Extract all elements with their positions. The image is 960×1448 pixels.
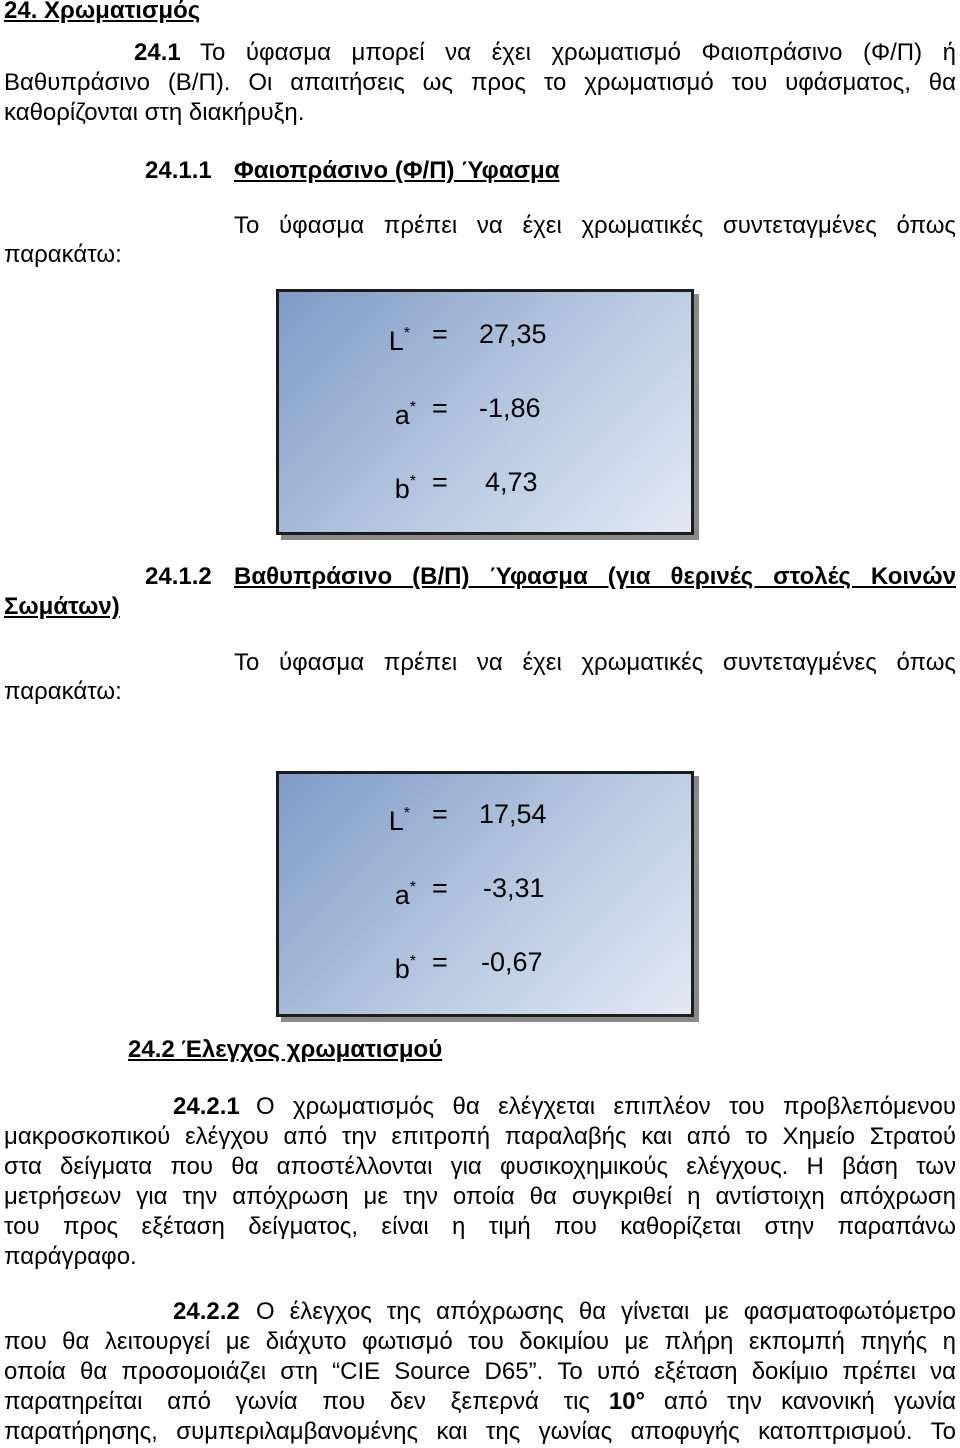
equals-sign: = xyxy=(432,319,448,349)
paragraph-line: μετρήσεων για την απόχρωση με την οποία θα συγκριθεί η αντίστοιχη απόχρωση xyxy=(4,1183,956,1210)
paragraph-text: Ο έλεγχος της απόχρωσης θα γίνεται με φασματοφωτόμετρο xyxy=(256,1298,956,1325)
paragraph-line: παρατήρησης, συμπεριλαμβανομένης και της γωνίας αποφυγής κατοπτρισμού. Το xyxy=(4,1418,956,1445)
paragraph-line: παρακάτω: xyxy=(4,678,122,705)
coordinate-label: L xyxy=(388,326,404,356)
paragraph-24-2-1-first-line xyxy=(173,1092,956,1122)
paragraph-number: 24.1 xyxy=(134,39,181,66)
subsection-title: Φαιοπράσινο (Φ/Π) Ύφασμα xyxy=(234,157,560,184)
paragraph-24-1-first-line xyxy=(134,38,956,68)
paragraph-line: καθορίζονται στη διακήρυξη. xyxy=(4,99,305,126)
star-marker: * xyxy=(409,879,416,896)
equals-sign: = xyxy=(432,467,448,497)
coordinate-value: -1,86 xyxy=(479,393,541,423)
star-marker: * xyxy=(409,953,416,970)
star-marker: * xyxy=(403,805,410,822)
paragraph-line: Βαθυπράσινο (Β/Π). Οι απαιτήσεις ως προς το χρωματισμό του υφάσματος, θα xyxy=(4,69,956,96)
coordinate-value: 27,35 xyxy=(479,319,547,349)
paragraph-line: στα δείγματα που θα αποστέλλονται για φυσικοχημικούς ελέγχους. Η βάση των xyxy=(4,1153,956,1180)
paragraph-line: παρακάτω: xyxy=(4,241,122,268)
coordinate-value: 17,54 xyxy=(479,799,547,829)
coordinate-label: b xyxy=(394,954,410,984)
color-coordinates-box-fp xyxy=(276,289,694,535)
coordinate-value: -0,67 xyxy=(481,947,543,977)
coordinate-label: a xyxy=(394,880,410,910)
subsection-title-continued: Σωμάτων) xyxy=(4,593,120,620)
equals-sign: = xyxy=(432,873,448,903)
paragraph-number: 24.2.2 xyxy=(173,1298,240,1325)
coordinate-label: L xyxy=(388,806,404,836)
paragraph-line: Το ύφασμα πρέπει να έχει χρωματικές συντεταγμένες όπως xyxy=(234,649,956,676)
coordinate-value: 4,73 xyxy=(485,467,538,497)
paragraph-line: που θα λειτουργεί με διάχυτο φωτισμό του δοκιμίου με πλήρη εκπομπή πηγής η xyxy=(4,1328,956,1355)
coordinate-value: -3,31 xyxy=(483,873,545,903)
subsection-title: Βαθυπράσινο (Β/Π) Ύφασμα (για θερινές στολές Κοινών xyxy=(234,563,956,590)
star-marker: * xyxy=(409,473,416,490)
line-text: από την κανονική γωνία xyxy=(663,1388,956,1415)
star-marker: * xyxy=(403,325,410,342)
paragraph-text: Το ύφασμα μπορεί να έχει χρωματισμό Φαιοπράσινο (Φ/Π) ή xyxy=(200,39,956,66)
paragraph-line: του προς εξέταση δείγματος, είναι η τιμή που καθορίζεται στην παραπάνω xyxy=(4,1213,956,1240)
paragraph-line: οποία θα προσομοιάζει στη “CIE Source D65”. Το υπό εξέταση δοκίμιο πρέπει να xyxy=(4,1358,956,1385)
section-title: 24. Χρωματισμός xyxy=(4,0,201,24)
coordinate-label: a xyxy=(394,400,410,430)
section-heading: 24.2 Έλεγχος χρωματισμού xyxy=(128,1036,443,1063)
coordinate-label: b xyxy=(394,474,410,504)
angle-value: 10° xyxy=(608,1388,646,1415)
paragraph-line: μακροσκοπικού ελέγχου από την επιτροπή παραλαβής και από το Χημείο Στρατού xyxy=(4,1123,956,1150)
equals-sign: = xyxy=(432,799,448,829)
equals-sign: = xyxy=(432,393,448,423)
paragraph-number: 24.2.1 xyxy=(173,1093,240,1120)
subsection-number: 24.1.1 xyxy=(145,157,212,184)
color-coordinates-box-bp xyxy=(276,771,694,1017)
paragraph-text: Ο χρωματισμός θα ελέγχεται επιπλέον του προβλεπόμενου xyxy=(256,1093,956,1120)
equals-sign: = xyxy=(432,947,448,977)
paragraph-line: παράγραφο. xyxy=(4,1243,137,1270)
star-marker: * xyxy=(409,399,416,416)
paragraph-line: Το ύφασμα πρέπει να έχει χρωματικές συντεταγμένες όπως xyxy=(234,212,956,239)
subsection-number: 24.1.2 xyxy=(145,563,212,590)
line-text: παρατηρείται από γωνία που δεν ξεπερνά τις xyxy=(4,1388,590,1415)
paragraph-24-2-2-first-line xyxy=(173,1297,956,1327)
paragraph-line xyxy=(4,1387,956,1417)
